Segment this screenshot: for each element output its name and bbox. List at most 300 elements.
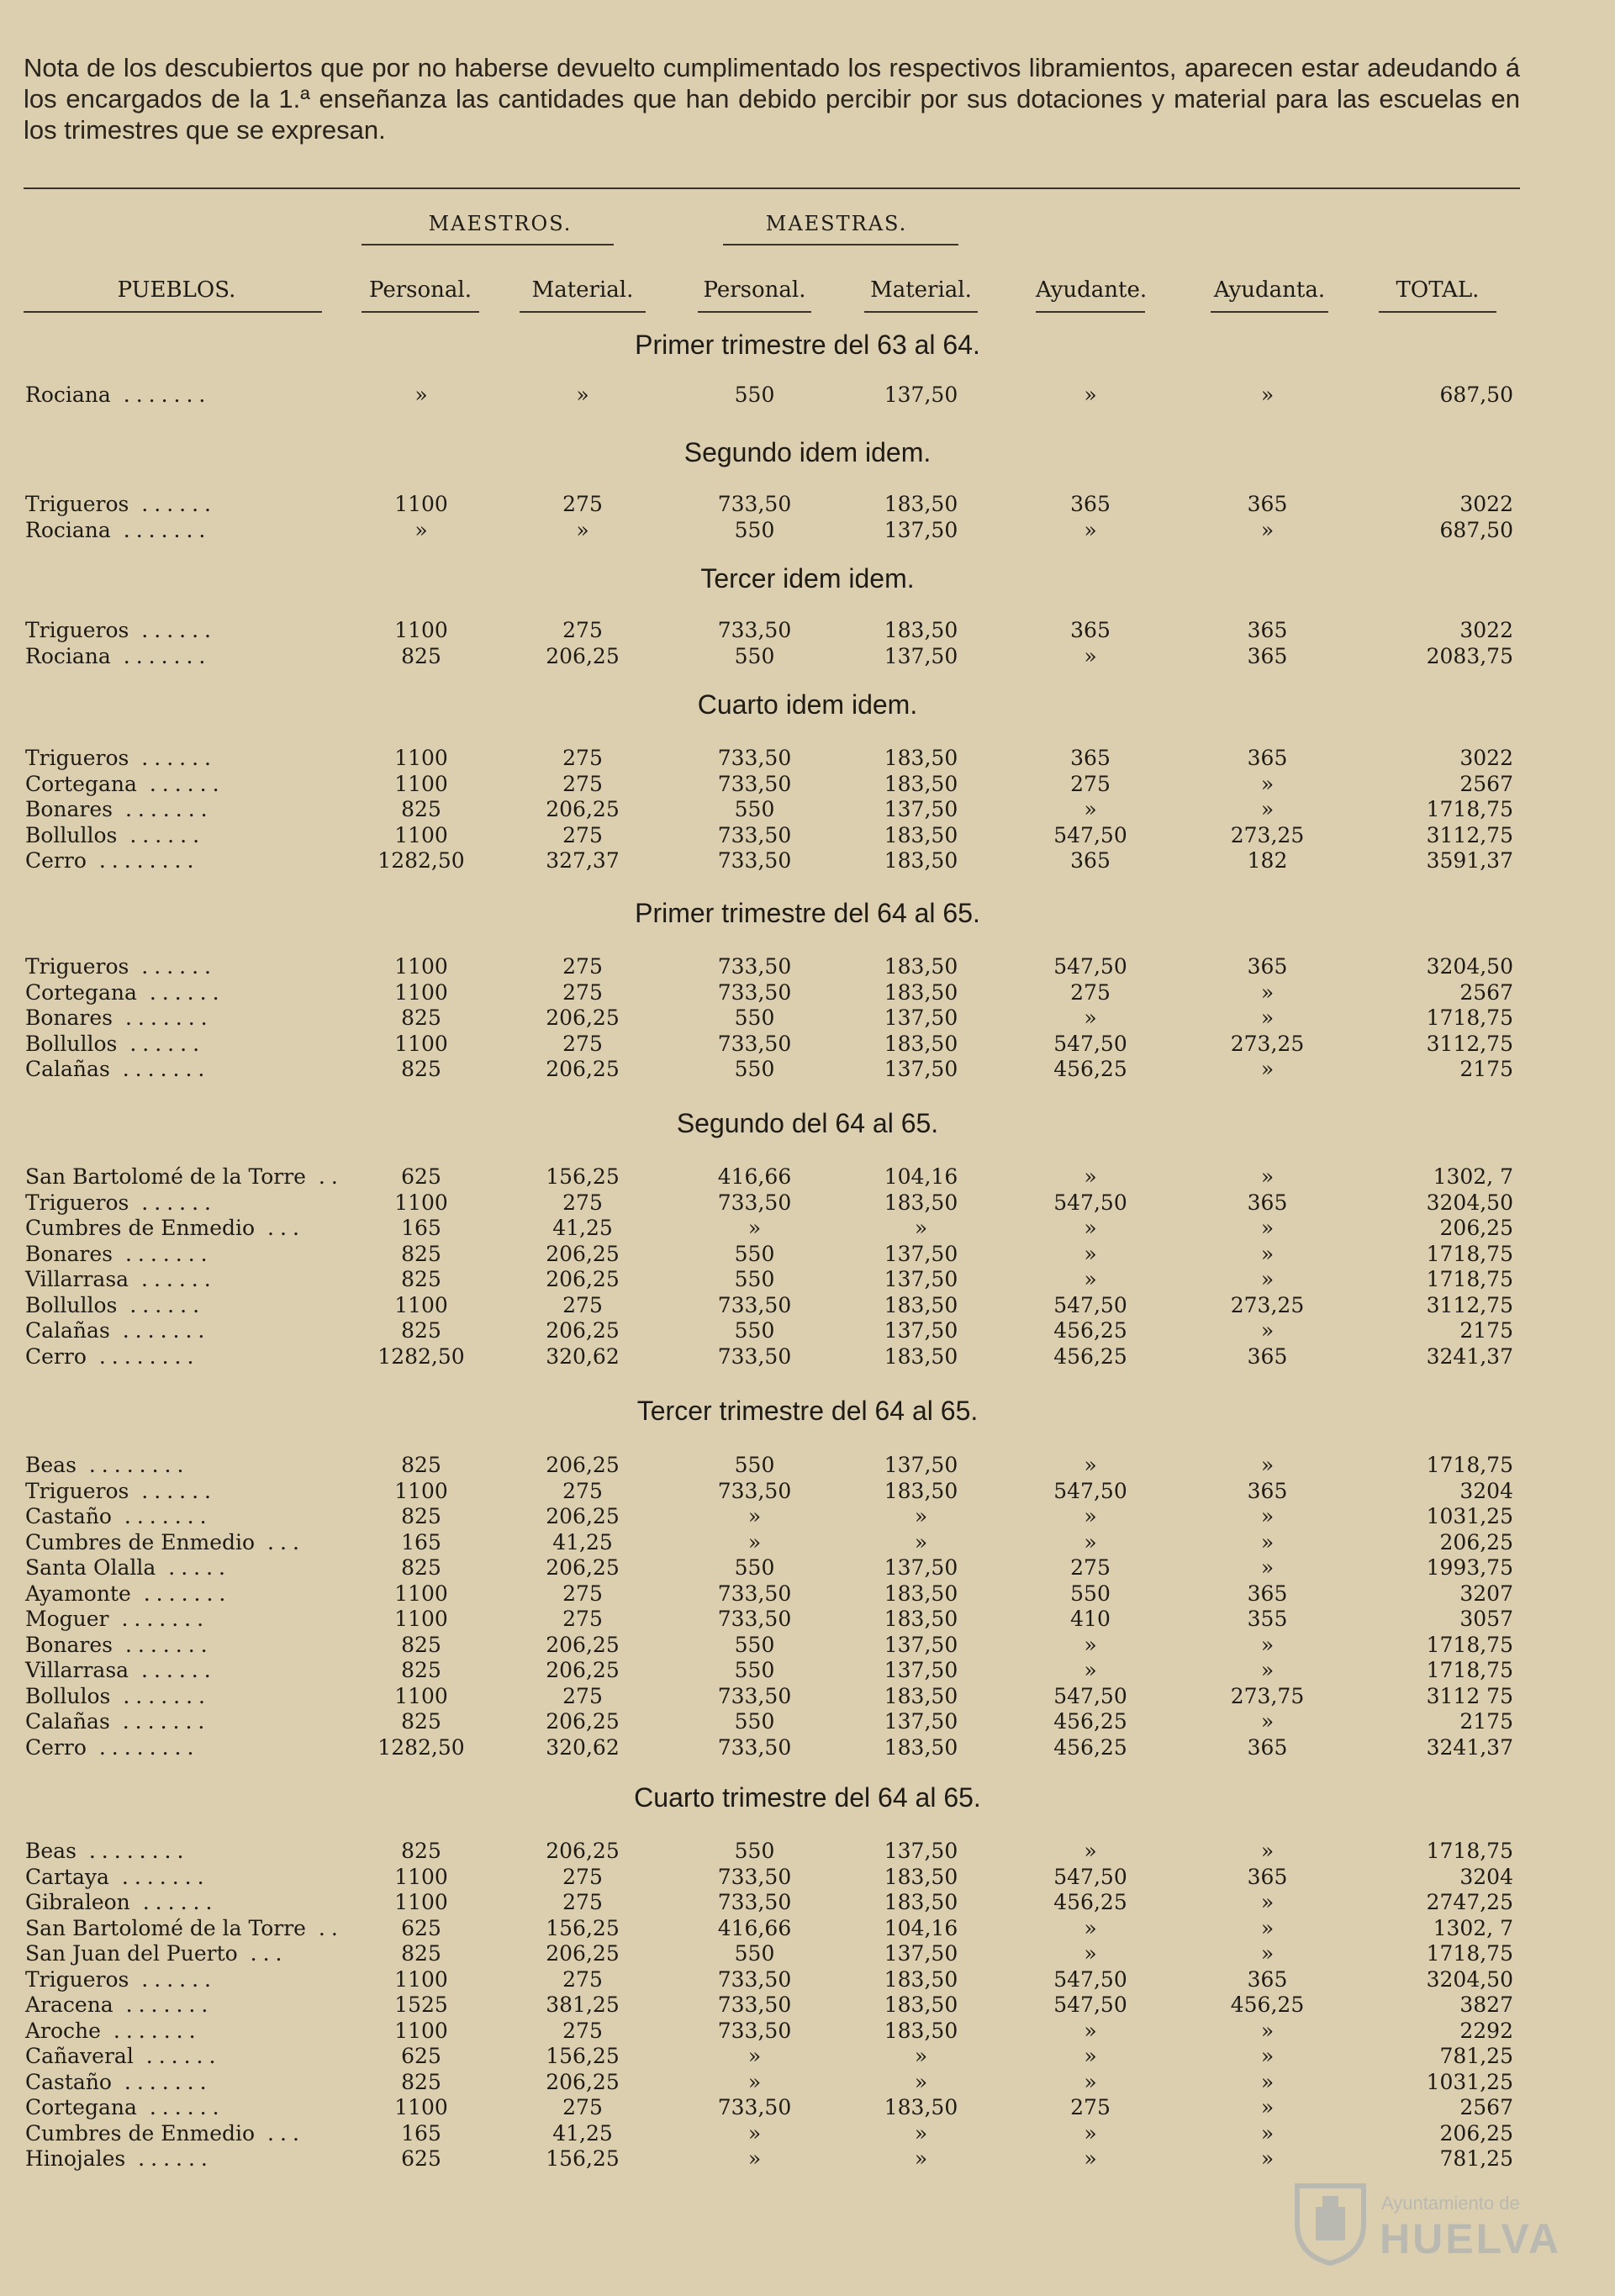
ayudanta-cell: » (1260, 1890, 1275, 1914)
town-cell (25, 644, 211, 668)
total-cell: 2292 (1459, 2019, 1513, 2043)
town-name: Bonares (25, 1242, 113, 1266)
leader-dots: ...... (129, 1479, 217, 1503)
ayudante-cell: » (1084, 1839, 1097, 1863)
town-name: Moguer (25, 1607, 109, 1631)
town-name: Bollullos (25, 1293, 118, 1317)
town-cell (25, 1453, 189, 1477)
maestras-personal-cell: 416,66 (717, 1164, 792, 1189)
ayudante-cell: 365 (1070, 746, 1111, 770)
maestros-material-cell: 275 (562, 1865, 603, 1889)
maestras-personal-cell: 733,50 (717, 1607, 792, 1631)
town-name: Bollulos (25, 1684, 111, 1708)
ayudante-cell: 456,25 (1053, 1057, 1127, 1081)
maestros-personal-cell: 825 (401, 1709, 441, 1734)
maestros-material-cell: 275 (562, 1032, 603, 1056)
ayudanta-cell: 273,25 (1230, 823, 1305, 847)
town-name: Cerro (25, 1344, 87, 1369)
leader-dots: ...... (129, 1890, 219, 1914)
maestras-personal-cell: 733,50 (717, 823, 792, 847)
town-name: Cortegana (25, 980, 137, 1005)
total-cell: 206,25 (1439, 1216, 1513, 1240)
table-row (0, 1479, 1615, 1504)
total-cell: 1718,75 (1426, 1658, 1513, 1682)
watermark (1290, 2177, 1562, 2270)
ayudante-cell: 547,50 (1053, 954, 1127, 979)
total-cell: 2567 (1459, 2095, 1513, 2119)
total-cell: 3241,37 (1426, 1344, 1513, 1369)
table-row (0, 1684, 1615, 1709)
ayudante-cell: » (1084, 1916, 1097, 1940)
leader-dots: ....... (109, 1709, 211, 1734)
ayudante-cell: 456,25 (1053, 1890, 1127, 1914)
maestros-personal-cell: 1100 (394, 1967, 448, 1992)
ayudante-cell: 275 (1070, 980, 1111, 1005)
leader-dots: ...... (117, 1032, 206, 1056)
total-cell: 2747,25 (1426, 1890, 1513, 1914)
maestros-personal-cell: 1100 (394, 1865, 448, 1889)
town-cell (25, 2095, 225, 2119)
maestros-personal-cell: 1100 (394, 618, 448, 642)
table-row (0, 2121, 1615, 2146)
header-top-rule (24, 187, 1520, 189)
ayudanta-cell: » (1260, 797, 1275, 821)
ayudante-cell: » (1084, 1216, 1097, 1240)
ayudanta-cell: 365 (1247, 746, 1288, 770)
town-name: Cerro (25, 1735, 87, 1760)
maestros-material-cell: 275 (562, 1293, 603, 1317)
maestros-material-cell: 156,25 (546, 2044, 620, 2068)
total-cell: 3022 (1459, 746, 1513, 770)
total-cell: 206,25 (1439, 1530, 1513, 1554)
total-cell: 1718,75 (1426, 1005, 1513, 1030)
ayudante-cell: » (1084, 644, 1097, 668)
ayudanta-cell: 273,75 (1230, 1684, 1305, 1708)
maestras-material-cell: 183,50 (884, 1293, 958, 1317)
leader-dots: ... (255, 1216, 305, 1240)
leader-dots: ... (255, 1530, 305, 1554)
maestros-personal-cell: 1100 (394, 823, 448, 847)
town-cell (25, 1735, 199, 1760)
leader-dots: ....... (113, 1242, 214, 1266)
maestros-material-cell: » (576, 518, 589, 542)
maestras-material-cell: 137,50 (884, 383, 958, 407)
town-cell (25, 2121, 305, 2146)
town-cell (25, 1479, 217, 1503)
maestras-material-cell: 183,50 (884, 1735, 958, 1760)
section-title: Cuarto idem idem. (697, 689, 918, 720)
maestras-material-cell: 137,50 (884, 1941, 958, 1966)
maestros-material-cell: 41,25 (552, 2121, 613, 2146)
total-cell: 3207 (1459, 1581, 1513, 1606)
col-header-total: TOTAL. (1396, 277, 1480, 303)
col-header-maestras-material: Material. (870, 277, 972, 303)
ayudanta-cell: » (1260, 1839, 1275, 1863)
ayudanta-cell: » (1260, 1318, 1275, 1343)
maestras-material-cell: 183,50 (884, 1890, 958, 1914)
maestros-personal-cell: 1525 (394, 1993, 448, 2017)
group-maestras: MAESTRAS. (765, 212, 908, 235)
ayudanta-cell: » (1260, 2019, 1275, 2043)
maestras-personal-cell: » (747, 2044, 762, 2068)
maestros-personal-cell: 1100 (394, 1190, 448, 1215)
town-name: Trigueros (25, 1967, 129, 1992)
total-cell: 1718,75 (1426, 1267, 1513, 1291)
ayudanta-cell: » (1260, 2070, 1275, 2094)
ayudante-cell: » (1084, 1164, 1097, 1189)
ayudanta-cell: » (1260, 1941, 1275, 1966)
town-cell (25, 1633, 214, 1657)
total-cell: 3022 (1459, 618, 1513, 642)
maestros-material-cell: 206,25 (546, 644, 620, 668)
maestros-material-cell: 320,62 (546, 1344, 620, 1369)
total-cell: 781,25 (1439, 2044, 1513, 2068)
leader-dots: ...... (136, 980, 225, 1005)
table-row (0, 2019, 1615, 2044)
town-cell (25, 383, 211, 407)
leader-dots: .. (305, 1164, 344, 1189)
ayudanta-cell: » (1260, 1916, 1275, 1940)
ayudanta-cell: 365 (1247, 492, 1288, 516)
town-cell (25, 1504, 213, 1528)
maestros-personal-cell: 825 (401, 1941, 441, 1966)
watermark-line2: HUELVA (1380, 2215, 1562, 2262)
town-cell (25, 2019, 202, 2043)
maestras-personal-cell: 733,50 (717, 1993, 792, 2017)
table-row (0, 383, 1615, 408)
maestros-material-cell: 206,25 (546, 1453, 620, 1477)
total-cell: 1718,75 (1426, 797, 1513, 821)
leader-dots: ...... (136, 772, 225, 796)
maestros-personal-cell: 1282,50 (377, 1344, 465, 1369)
maestros-personal-cell: 825 (401, 1005, 441, 1030)
maestras-personal-cell: 550 (734, 644, 775, 668)
col4-underline (864, 311, 978, 313)
table-row (0, 1581, 1615, 1607)
town-name: Rociana (25, 518, 111, 542)
table-row (0, 1555, 1615, 1581)
leader-dots: ....... (113, 1005, 214, 1030)
maestras-personal-cell: 733,50 (717, 1581, 792, 1606)
town-name: San Juan del Puerto (25, 1941, 238, 1966)
maestros-personal-cell: 1100 (394, 1607, 448, 1631)
total-cell: 1718,75 (1426, 1242, 1513, 1266)
maestras-material-cell: 137,50 (884, 1839, 958, 1863)
maestros-material-cell: 206,25 (546, 1504, 620, 1528)
maestros-material-cell: 275 (562, 2095, 603, 2119)
maestras-material-cell: 137,50 (884, 1005, 958, 1030)
maestras-material-cell: 104,16 (884, 1164, 958, 1189)
maestras-personal-cell: 550 (734, 383, 775, 407)
town-name: Beas (25, 1453, 77, 1477)
town-cell (25, 2044, 221, 2068)
ayudanta-cell: » (1260, 772, 1275, 796)
table-row (0, 1839, 1615, 1864)
leader-dots: ....... (109, 1318, 211, 1343)
maestros-personal-cell: 1100 (394, 954, 448, 979)
town-cell (25, 1164, 344, 1189)
maestras-personal-cell: » (747, 2070, 762, 2094)
maestros-material-cell: 206,25 (546, 1941, 620, 1966)
maestras-material-cell: 137,50 (884, 1658, 958, 1682)
ayudanta-cell: 365 (1247, 1865, 1288, 1889)
table-row (0, 1267, 1615, 1292)
town-cell (25, 492, 217, 516)
total-cell: 3204 (1459, 1479, 1513, 1503)
ayudante-cell: 547,50 (1053, 1479, 1127, 1503)
col1-underline (362, 311, 479, 313)
town-cell (25, 980, 225, 1005)
maestras-material-cell: 137,50 (884, 1267, 958, 1291)
maestras-personal-cell: » (747, 2121, 762, 2146)
total-cell: 2175 (1459, 1709, 1513, 1734)
ayudanta-cell: » (1260, 1005, 1275, 1030)
table-row (0, 1216, 1615, 1241)
maestros-material-cell: 206,25 (546, 1709, 620, 1734)
town-name: Calañas (25, 1709, 110, 1734)
maestros-material-cell: 275 (562, 980, 603, 1005)
ayudante-cell: 365 (1070, 618, 1111, 642)
total-cell: 206,25 (1439, 2121, 1513, 2146)
maestras-personal-cell: 550 (734, 797, 775, 821)
ayudanta-cell: 365 (1247, 1344, 1288, 1369)
table-row (0, 980, 1615, 1005)
leader-dots: ... (255, 2121, 305, 2146)
total-cell: 3112 75 (1426, 1684, 1513, 1708)
intro-note: Nota de los descubiertos que por no haberse devuelto cumplimentado los respectivos libramientos, aparecen estar adeudando á los encargados de la 1.ª enseñanza las cantidades que han debido percibir por sus dotaciones y material para las escuelas en los trimestres que se expresan. (24, 53, 1520, 145)
maestras-material-cell: » (914, 2070, 928, 2094)
ayudanta-cell: 365 (1247, 644, 1288, 668)
leader-dots: ....... (110, 1684, 211, 1708)
ayudante-cell: 547,50 (1053, 1293, 1127, 1317)
maestras-material-cell: 183,50 (884, 1190, 958, 1215)
ayudante-cell: 547,50 (1053, 1032, 1127, 1056)
total-cell: 1718,75 (1426, 1633, 1513, 1657)
town-cell (25, 2070, 213, 2094)
town-cell (25, 1032, 205, 1056)
maestras-material-cell: 104,16 (884, 1916, 958, 1940)
leader-dots: ...... (117, 823, 206, 847)
maestras-material-cell: 183,50 (884, 1479, 958, 1503)
maestras-underline (723, 244, 958, 245)
maestras-personal-cell: 733,50 (717, 2019, 792, 2043)
maestras-personal-cell: 416,66 (717, 1916, 792, 1940)
ayudante-cell: 547,50 (1053, 1967, 1127, 1992)
leader-dots: ....... (111, 1504, 213, 1528)
maestras-material-cell: 183,50 (884, 772, 958, 796)
maestros-material-cell: 206,25 (546, 1267, 620, 1291)
maestras-material-cell: 183,50 (884, 1607, 958, 1631)
ayudanta-cell: » (1260, 1658, 1275, 1682)
maestras-material-cell: 183,50 (884, 1344, 958, 1369)
maestras-personal-cell: 550 (734, 1242, 775, 1266)
ayudanta-cell: » (1260, 1633, 1275, 1657)
ayudanta-cell: » (1260, 1555, 1275, 1580)
town-cell (25, 797, 214, 821)
town-cell (25, 1967, 217, 1992)
maestras-personal-cell: 733,50 (717, 1032, 792, 1056)
town-name: Cortegana (25, 2095, 137, 2119)
ayudante-cell: » (1084, 2044, 1097, 2068)
town-cell (25, 823, 205, 847)
total-cell: 1718,75 (1426, 1839, 1513, 1863)
maestros-personal-cell: 825 (401, 1633, 441, 1657)
total-cell: 3591,37 (1426, 848, 1513, 873)
maestros-material-cell: 206,25 (546, 1555, 620, 1580)
ayudante-cell: » (1084, 2121, 1097, 2146)
total-cell: 2567 (1459, 772, 1513, 796)
town-name: Cerro (25, 848, 87, 873)
town-name: Cumbres de Enmedio (25, 2121, 256, 2146)
maestras-personal-cell: 550 (734, 518, 775, 542)
leader-dots: ...... (117, 1293, 206, 1317)
town-name: Bonares (25, 797, 113, 821)
leader-dots: ....... (111, 2070, 213, 2094)
maestros-personal-cell: 825 (401, 1504, 441, 1528)
maestros-personal-cell: 625 (401, 2146, 441, 2171)
town-name: Trigueros (25, 954, 129, 979)
maestros-personal-cell: 625 (401, 1916, 441, 1940)
total-cell: 687,50 (1439, 518, 1513, 542)
maestros-personal-cell: 165 (401, 2121, 441, 2146)
ayudante-cell: » (1084, 1453, 1097, 1477)
maestras-personal-cell: 550 (734, 1555, 775, 1580)
maestros-material-cell: 206,25 (546, 797, 620, 821)
ayudante-cell: » (1084, 518, 1097, 542)
maestros-personal-cell: 1100 (394, 1293, 448, 1317)
table-row (0, 1057, 1615, 1082)
col-header-ayudante: Ayudante. (1036, 277, 1148, 303)
maestras-personal-cell: 550 (734, 1267, 775, 1291)
town-cell (25, 2146, 214, 2171)
maestras-material-cell: 183,50 (884, 1684, 958, 1708)
maestras-personal-cell: 733,50 (717, 1344, 792, 1369)
leader-dots: ...... (125, 2146, 214, 2171)
maestras-personal-cell: 550 (734, 1709, 775, 1734)
table-row (0, 1735, 1615, 1760)
ayudante-cell: » (1084, 1005, 1097, 1030)
table-row (0, 1890, 1615, 1915)
table-row (0, 1032, 1615, 1057)
maestros-personal-cell: 825 (401, 797, 441, 821)
maestras-material-cell: 137,50 (884, 797, 958, 821)
maestras-personal-cell: 733,50 (717, 1735, 792, 1760)
ayudante-cell: 547,50 (1053, 1684, 1127, 1708)
total-cell: 1031,25 (1426, 2070, 1513, 2094)
maestras-material-cell: 137,50 (884, 644, 958, 668)
ayudante-cell: 365 (1070, 492, 1111, 516)
maestros-personal-cell: 1282,50 (377, 848, 465, 873)
maestros-personal-cell: 1100 (394, 1479, 448, 1503)
town-name: Bollullos (25, 1032, 118, 1056)
ayudante-cell: » (1084, 2019, 1097, 2043)
maestras-personal-cell: » (747, 1216, 762, 1240)
town-name: Trigueros (25, 1190, 129, 1215)
maestros-personal-cell: 625 (401, 1164, 441, 1189)
town-name: Castaño (25, 2070, 112, 2094)
section-title: Primer trimestre del 63 al 64. (635, 330, 980, 360)
town-name: Bollullos (25, 823, 118, 847)
maestras-personal-cell: 733,50 (717, 848, 792, 873)
maestras-material-cell: 137,50 (884, 1555, 958, 1580)
maestras-personal-cell: 550 (734, 1941, 775, 1966)
maestros-material-cell: 206,25 (546, 1318, 620, 1343)
table-row (0, 2095, 1615, 2120)
town-name: Calañas (25, 1057, 110, 1081)
town-cell (25, 1344, 199, 1369)
table-row (0, 772, 1615, 797)
maestros-material-cell: 156,25 (546, 1164, 620, 1189)
maestras-personal-cell: 550 (734, 1633, 775, 1657)
ayudanta-cell: » (1260, 383, 1275, 407)
maestras-material-cell: 183,50 (884, 1967, 958, 1992)
ayudanta-cell: » (1260, 1242, 1275, 1266)
maestras-material-cell: 183,50 (884, 1993, 958, 2017)
maestras-personal-cell: 733,50 (717, 492, 792, 516)
leader-dots: ....... (108, 1865, 210, 1889)
town-name: Gibraleon (25, 1890, 130, 1914)
watermark-line1: Ayuntamiento de (1381, 2193, 1520, 2214)
ayudante-cell: 550 (1070, 1581, 1111, 1606)
ayudanta-cell: 365 (1247, 618, 1288, 642)
total-cell: 1718,75 (1426, 1453, 1513, 1477)
leader-dots: ....... (113, 797, 214, 821)
leader-dots: ....... (109, 1057, 211, 1081)
table-row (0, 1941, 1615, 1966)
table-row (0, 1344, 1615, 1370)
ayudanta-cell: » (1260, 2095, 1275, 2119)
ayudanta-cell: » (1260, 1164, 1275, 1189)
ayudante-cell: 275 (1070, 2095, 1111, 2119)
maestros-material-cell: 206,25 (546, 1005, 620, 1030)
table-row (0, 823, 1615, 848)
maestros-material-cell: » (576, 383, 589, 407)
ayudanta-cell: » (1260, 1216, 1275, 1240)
maestros-material-cell: 206,25 (546, 1839, 620, 1863)
maestras-personal-cell: 550 (734, 1057, 775, 1081)
ayudanta-cell: » (1260, 1504, 1275, 1528)
town-cell (25, 772, 225, 796)
maestras-personal-cell: 733,50 (717, 1293, 792, 1317)
maestras-material-cell: » (914, 2044, 928, 2068)
table-row (0, 1993, 1615, 2018)
maestros-material-cell: 275 (562, 954, 603, 979)
total-cell: 3022 (1459, 492, 1513, 516)
ayudante-cell: 456,25 (1053, 1709, 1127, 1734)
maestros-material-cell: 275 (562, 2019, 603, 2043)
total-cell: 781,25 (1439, 2146, 1513, 2171)
leader-dots: ...... (129, 1267, 217, 1291)
town-cell (25, 1865, 210, 1889)
maestras-material-cell: 183,50 (884, 823, 958, 847)
table-row (0, 1658, 1615, 1683)
total-cell: 3112,75 (1426, 823, 1513, 847)
table-row (0, 1504, 1615, 1529)
maestros-underline (362, 244, 614, 245)
town-name: Rociana (25, 383, 111, 407)
section-title: Segundo del 64 al 65. (676, 1108, 939, 1138)
maestros-material-cell: 275 (562, 1967, 603, 1992)
col-header-maestras-personal: Personal. (703, 277, 806, 303)
leader-dots: ....... (110, 518, 212, 542)
town-cell (25, 1057, 210, 1081)
total-cell: 3057 (1459, 1607, 1513, 1631)
leader-dots: ....... (110, 644, 212, 668)
total-cell: 1302, 7 (1433, 1164, 1513, 1189)
maestros-personal-cell: » (414, 383, 428, 407)
col3-underline (698, 311, 811, 313)
maestras-material-cell: 183,50 (884, 2095, 958, 2119)
